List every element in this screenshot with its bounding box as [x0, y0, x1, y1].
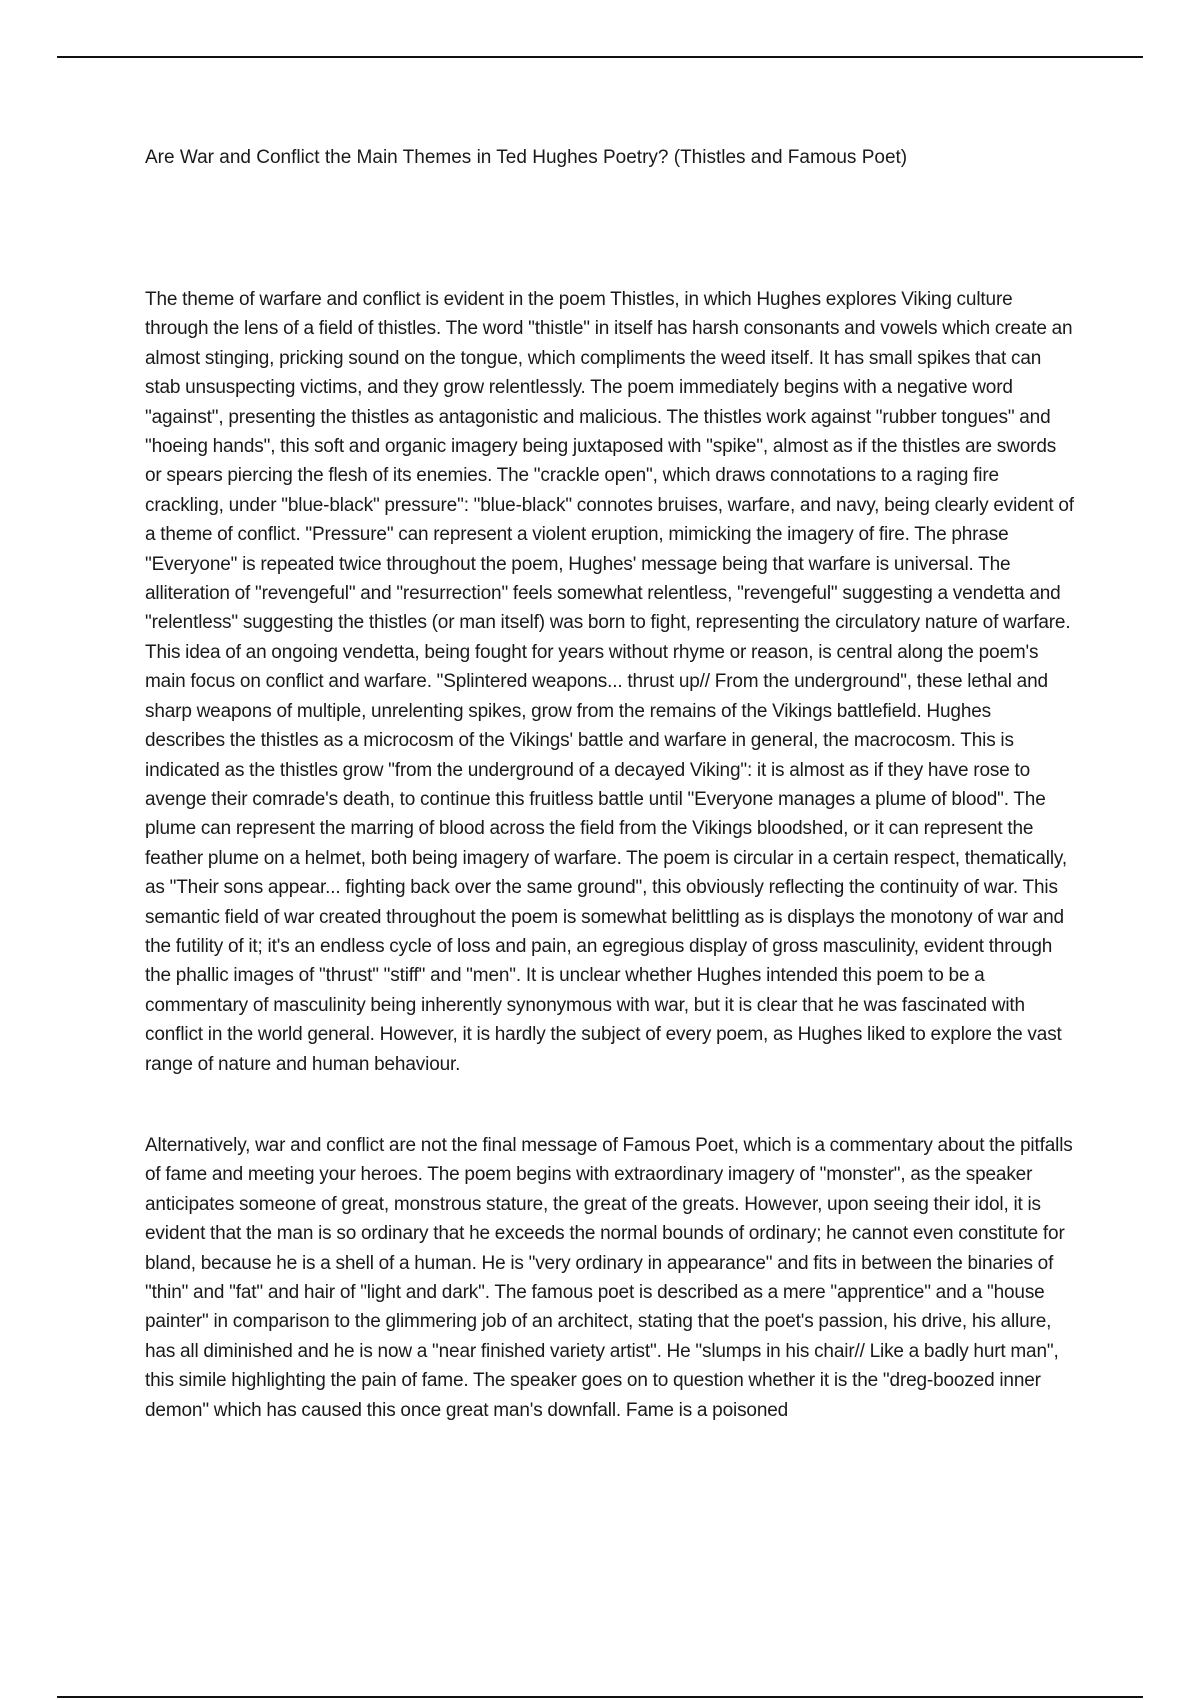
paragraph-famous-poet: Alternatively, war and conflict are not the final message of Famous Poet, which is a commentary about the pitfalls of fame and meeting your heroes. The poem begins with extraordinary imagery of "monster", as the speaker anticipates someone of great, monstrous stature, the great of the greats. However, upon seeing their idol, it is evident that the man is so ordinary that he exceeds the normal bounds of ordinary; he cannot even constitute for bland, because he is a shell of a human. He is "very ordinary in appearance" and fits in between the binaries of "thin" and "fat" and hair of "light and dark". The famous poet is described as a mere "apprentice" and a "house painter" in comparison to the glimmering job of an architect, stating that the poet's passion, his drive, his allure, has all diminished and he is now a "near finished variety artist". He "slumps in his chair// Like a badly hurt man", this simile highlighting the pain of fame. The speaker goes on to question whether it is the "dreg-boozed inner demon" which has caused this once great man's downfall. Fame is a poisoned [145, 1134, 1073, 1421]
paragraph-thistles: The theme of warfare and conflict is evident in the poem Thistles, in which Hughes explores Viking culture through the lens of a field of thistles. The word "thistle" in itself has harsh consonants and vowels which create an almost stinging, pricking sound on the tongue, which compliments the weed itself. It has small spikes that can stab unsuspecting victims, and they grow relentlessly. The poem immediately begins with a negative word "against", presenting the thistles as antagonistic and malicious. The thistles work against "rubber tongues" and "hoeing hands", this soft and organic imagery being juxtaposed with "spike", almost as if the thistles are swords or spears piercing the flesh of its enemies. The "crackle open", which draws connotations to a raging fire crackling, under "blue-black" pressure": "blue-black" connotes bruises, warfare, and navy, being clearly evident of a theme of conflict. "Pressure" can represent a violent eruption, mimicking the imagery of fire. The phrase "Everyone" is repeated twice throughout the poem, Hughes' message being that warfare is universal. The alliteration of "revengeful" and "resurrection" feels somewhat relentless, "revengeful" suggesting a vendetta and "relentless" suggesting the thistles (or man itself) was born to fight, representing the circulatory nature of warfare. This idea of an ongoing vendetta, being fought for years without rhyme or reason, is central along the poem's main focus on conflict and warfare. "Splintered weapons... thrust up// From the underground", these lethal and sharp weapons of multiple, unrelenting spikes, grow from the remains of the Vikings battlefield. Hughes describes the thistles as a microcosm of the Vikings' battle and warfare in general, the macrocosm. This is indicated as the thistles grow "from the underground of a decayed Viking": it is almost as if they have rose to avenge their comrade's death, to continue this fruitless battle until "Everyone manages a plume of blood". The plume can represent the marring of blood across the field from the Vikings bloodshed, or it can represent the feather plume on a helmet, both being imagery of warfare. The poem is circular in a certain respect, thematically, as "Their sons appear... fighting back over the same ground", this obviously reflecting the continuity of war. This semantic field of war created throughout the poem is somewhat belittling as is displays the monotony of war and the futility of it; it's an endless cycle of loss and pain, an egregious display of gross masculinity, evident through the phallic images of "thrust" "stiff" and "men". It is unclear whether Hughes intended this poem to be a commentary of masculinity being inherently synonymous with war, but it is clear that he was fascinated with conflict in the world general. However, it is hardly the subject of every poem, as Hughes liked to explore the vast range of nature and human behaviour. [145, 289, 1074, 1075]
footer-rule [57, 1696, 1143, 1698]
document-title: Are War and Conflict the Main Themes in Ted Hughes Poetry? (Thistles and Famous Poet) [145, 147, 908, 168]
header-rule [57, 56, 1143, 58]
document-body [145, 143, 1075, 1425]
